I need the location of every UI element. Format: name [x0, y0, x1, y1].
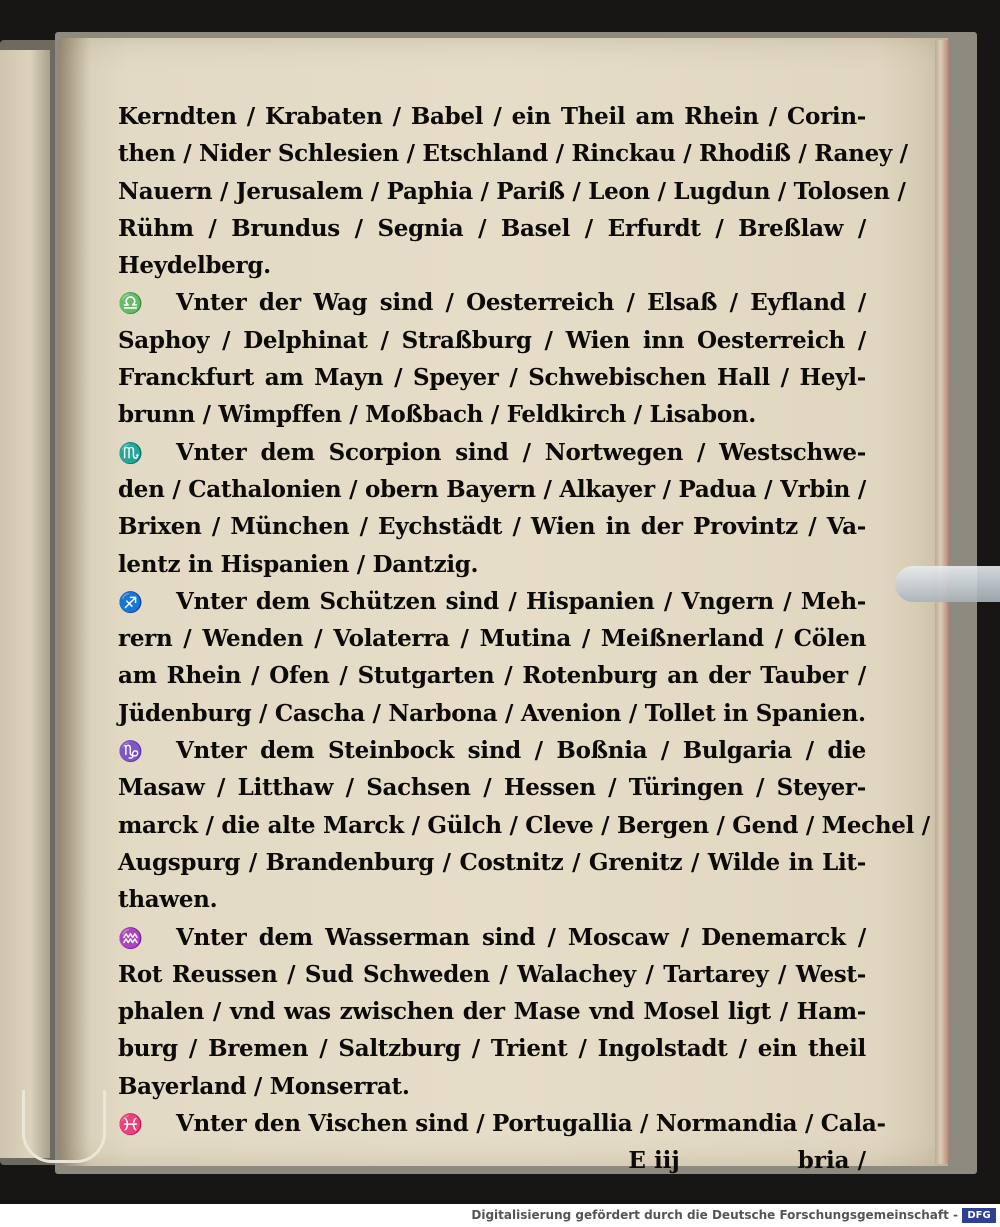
line-text: Vnter den Vischen sind / Portugallia / Normandia / Cala-: [176, 1110, 886, 1138]
line-text: Vnter dem Steinbock sind / Boßnia / Bulgaria / die: [176, 737, 866, 765]
catchword: bria /: [797, 1147, 866, 1175]
text-line: [118, 807, 930, 844]
line-text: Vnter der Wag sind / Oesterreich / Elsaß / Eyfland /: [176, 289, 866, 317]
line-text: thawen.: [118, 886, 218, 914]
text-line: [118, 583, 866, 620]
zodiac-sign-icon: ♏: [118, 440, 143, 465]
left-page-edge: [0, 50, 50, 1158]
dfg-logo: DFG: [962, 1208, 996, 1223]
zodiac-sign-icon: ♐: [118, 589, 143, 614]
text-line: [118, 881, 866, 918]
signature-mark: E iij: [628, 1147, 680, 1175]
text-line: [118, 1068, 866, 1105]
line-text: Franckfurt am Mayn / Speyer / Schwebischen Hall / Heyl-: [118, 364, 866, 392]
zodiac-sign-icon: ♎: [118, 291, 143, 316]
text-line: [118, 1030, 866, 1067]
zodiac-sign-icon: ♒: [118, 925, 143, 950]
text-line: [118, 620, 866, 657]
line-text: Kerndten / Krabaten / Babel / ein Theil am Rhein / Corin-: [118, 103, 866, 130]
text-line: [118, 135, 908, 172]
text-line: [118, 993, 866, 1030]
text-line: [118, 508, 866, 545]
line-text: phalen / vnd was zwischen der Mase vnd Mosel ligt / Ham-: [118, 998, 866, 1026]
page-footer-line: [118, 1142, 866, 1179]
line-text: brunn / Wimpffen / Moßbach / Feldkirch / Lisabon.: [118, 401, 756, 429]
text-line: [118, 284, 866, 321]
line-text: Masaw / Litthaw / Sachsen / Hessen / Türingen / Steyer-: [118, 774, 866, 802]
text-line: [118, 956, 866, 993]
text-line: [118, 844, 866, 881]
line-text: Vnter dem Schützen sind / Hispanien / Vngern / Meh-: [176, 587, 866, 615]
credit-bar: [0, 1204, 1000, 1227]
text-line: [118, 210, 866, 247]
text-line: [118, 657, 866, 694]
line-text: Nauern / Jerusalem / Paphia / Pariß / Leon / Lugdun / Tolosen /: [118, 177, 906, 205]
line-text: burg / Bremen / Saltzburg / Trient / Ingolstadt / ein theil: [118, 1035, 866, 1063]
text-line: [118, 919, 866, 956]
credit-text: Digitalisierung gefördert durch die Deutsche Forschungsgemeinschaft -: [471, 1208, 958, 1222]
line-text: Saphoy / Delphinat / Straßburg / Wien inn Oesterreich /: [118, 326, 866, 354]
line-text: Heydelberg.: [118, 252, 271, 280]
line-text: Augspurg / Brandenburg / Costnitz / Grenitz / Wilde in Lit-: [118, 848, 866, 876]
line-text: Vnter dem Scorpion sind / Nortwegen / Westschwe-: [176, 438, 866, 466]
text-line: [118, 695, 866, 732]
text-line: [118, 247, 866, 284]
line-text: Rühm / Brundus / Segnia / Basel / Erfurdt / Breßlaw /: [118, 214, 866, 242]
line-text: lentz in Hispanien / Dantzig.: [118, 550, 479, 578]
text-line: [118, 322, 866, 359]
line-text: then / Nider Schlesien / Etschland / Rinckau / Rhodiß / Raney /: [118, 140, 908, 168]
line-text: Bayerland / Monserrat.: [118, 1072, 410, 1100]
line-text: rern / Wenden / Volaterra / Mutina / Meißnerland / Cölen: [118, 625, 866, 653]
line-text: den / Cathalonien / obern Bayern / Alkayer / Padua / Vrbin /: [118, 475, 866, 503]
line-text: Vnter dem Wasserman sind / Moscaw / Denemarck /: [176, 923, 866, 951]
binding-cord: [22, 1090, 106, 1163]
line-text: am Rhein / Ofen / Stutgarten / Rotenburg an der Tauber /: [118, 662, 866, 690]
text-line: [118, 546, 866, 583]
page-gutter-shadow: [60, 38, 90, 1166]
page-fore-edge: [935, 40, 949, 1164]
text-line: [118, 173, 906, 210]
line-text: Jüdenburg / Cascha / Narbona / Avenion / Tollet in Spanien.: [118, 699, 866, 727]
text-line: [118, 434, 866, 471]
text-line: [118, 732, 866, 769]
line-text: marck / die alte Marck / Gülch / Cleve / Bergen / Gend / Mechel /: [118, 811, 930, 839]
zodiac-sign-icon: ♑: [118, 739, 143, 764]
page-text: [118, 98, 930, 1179]
text-line: [118, 359, 866, 396]
page-pointer-tab: [895, 566, 1000, 602]
text-line: [118, 471, 866, 508]
zodiac-sign-icon: ♓: [118, 1112, 143, 1137]
line-text: Rot Reussen / Sud Schweden / Walachey / Tartarey / West-: [118, 960, 866, 988]
text-line: [118, 396, 866, 433]
text-line: [118, 769, 866, 806]
line-text: Brixen / München / Eychstädt / Wien in der Provintz / Va-: [118, 513, 866, 541]
text-line: [118, 98, 866, 135]
text-line: [118, 1105, 886, 1142]
